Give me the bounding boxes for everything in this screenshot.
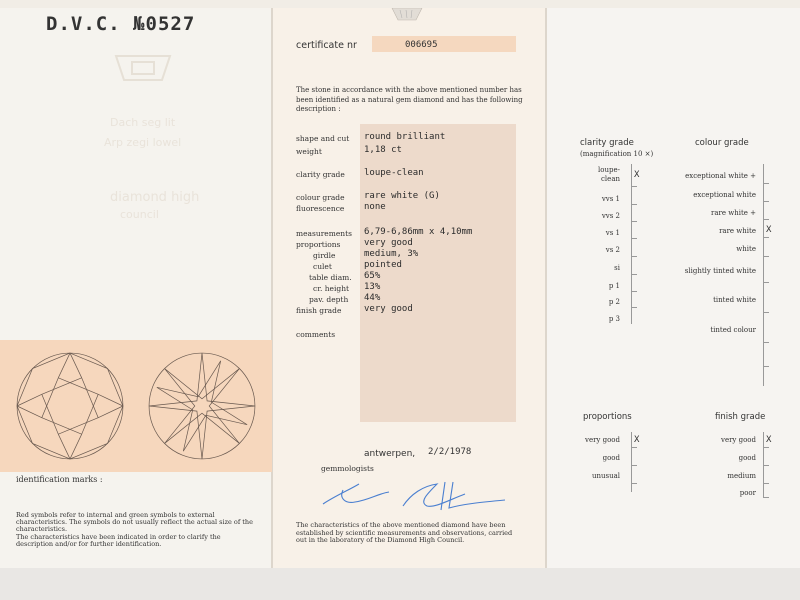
crown-label: cr. height [313,284,350,293]
measurements-label: measurements [296,229,352,238]
pavilion-value: 44% [364,293,381,303]
clarity-item-vs1: vs 1 [605,229,620,237]
colour-tick [763,219,769,220]
colour-mark: X [766,225,772,235]
certificate-number: 006695 [405,40,438,50]
place-label: antwerpen, [364,449,416,459]
clarity-tick [631,307,637,308]
finish-item-medium: medium [727,472,756,480]
proportions-item-unusual: unusual [591,472,620,480]
proportions-mark: X [634,435,640,445]
proportions-value: very good [364,238,413,248]
finish-mark: X [766,435,772,445]
girdle-label: girdle [313,251,336,260]
finish-label: finish grade [296,306,342,315]
colour-item-exceptional-white: exceptional white [693,191,756,199]
hologram-seal-icon [390,8,424,22]
colour-label: colour grade [296,193,345,202]
emboss-text-1: Dach seg lit [110,116,176,129]
diamond-crown-diagram-icon [14,350,126,462]
clarity-tick [631,204,637,205]
girdle-value: medium, 3% [364,249,419,259]
note-characteristics: The characteristics have been indicated in order to clarify the description and/or for further identification. [16,533,221,548]
clarity-scale-line [631,164,632,324]
emboss-text-4: council [120,208,159,221]
fold-line-right [545,8,547,568]
clarity-item-clean: clean [601,175,620,183]
colour-item-exceptional-white-plus: exceptional white + [685,172,756,180]
gemmologist-signatures [315,476,515,520]
clarity-item-si: si [614,264,620,272]
certificate-number-box [372,36,516,52]
colour-item-tinted-white: tinted white [713,296,756,304]
proportions-tick [631,483,637,484]
colour-item-slightly-tinted-white: slightly tinted white [684,267,756,275]
pavilion-label: pav. depth [309,295,349,304]
weight-value: 1,18 ct [364,145,402,155]
comments-label: comments [296,330,336,339]
proportions-tick [631,465,637,466]
colour-scale-line [763,164,764,386]
clarity-tick [631,274,637,275]
table-value: 65% [364,271,381,281]
clarity-magnification: (magnification 10 ×) [580,150,654,158]
culet-label: culet [313,262,332,271]
clarity-tick [631,238,637,239]
clarity-item-vs2: vs 2 [605,246,620,254]
emboss-text-3: diamond high [110,190,200,205]
note-symbols: Red symbols refer to internal and green symbols to external characteristics. The symbols do not usually reflect the actual size of the characteristics. [16,511,253,533]
clarity-item-p3: p 3 [608,315,620,323]
finish-item-very-good: very good [720,436,756,444]
colour-tick [763,312,769,313]
serial-stamp: D.V.C. №0527 [46,13,196,35]
proportions-item-good: good [602,454,620,462]
clarity-tick [631,256,637,257]
colour-tick [763,282,769,283]
finish-tick [763,497,769,498]
fluorescence-value: none [364,202,386,212]
finish-item-good: good [738,454,756,462]
proportions-item-very-good: very good [584,436,620,444]
finish-grade-title: finish grade [715,412,766,422]
clarity-item-p1: p 1 [608,282,620,290]
clarity-label: clarity grade [296,170,345,179]
clarity-tick [631,186,637,187]
clarity-mark: X [634,170,640,180]
colour-item-rare-white-plus: rare white + [710,209,756,217]
clarity-tick [631,291,637,292]
weight-label: weight [296,147,322,156]
proportions-tick [631,447,637,448]
colour-tick [763,237,769,238]
shape-label: shape and cut [296,134,350,143]
clarity-value: loupe-clean [364,168,424,178]
clarity-grade-title: clarity grade [580,138,634,148]
emboss-text-2: Arp zegi lowel [104,136,182,149]
fold-line-left [271,8,273,568]
colour-item-rare-white: rare white [719,227,756,235]
table-label: table diam. [309,273,352,282]
left-panel [0,8,272,568]
clarity-tick [631,221,637,222]
fluorescence-label: fluorescence [296,204,345,213]
certificate-number-label: certificate nr [296,40,357,51]
colour-tick [763,342,769,343]
colour-tick [763,366,769,367]
colour-tick [763,256,769,257]
identification-marks-label: identification marks : [16,475,103,484]
clarity-item-loupe: loupe- [598,166,620,174]
clarity-item-p2: p 2 [608,298,620,306]
finish-tick [763,447,769,448]
crown-value: 13% [364,282,381,292]
colour-grade-title: colour grade [695,138,749,148]
colour-item-white: white [736,245,756,253]
intro-text: The stone in accordance with the above mentioned number has been identified as a natural gem diamond and has the following description : [296,86,523,113]
proportions-label: proportions [296,240,341,249]
finish-item-poor: poor [739,489,756,497]
colour-tick [763,201,769,202]
council-note: The characteristics of the above mentioned diamond have been established by scientific measurements and observations, carried out in the laboratory of the Diamond High Council. [296,521,513,544]
colour-tick [763,183,769,184]
issue-date: 2/2/1978 [428,447,472,457]
clarity-item-vvs2: vvs 2 [601,212,620,220]
culet-value: pointed [364,260,402,270]
symbol-notes [16,512,256,549]
clarity-item-vvs1: vvs 1 [601,195,620,203]
hrd-logo-emboss-icon [112,50,174,84]
proportions-title: proportions [583,412,632,422]
colour-item-tinted-colour: tinted colour [710,326,756,334]
finish-tick [763,465,769,466]
scan-background [0,568,800,600]
colour-value: rare white (G) [364,191,440,201]
finish-tick [763,483,769,484]
measurements-value: 6,79-6,86mm x 4,10mm [364,227,473,237]
finish-value: very good [364,304,413,314]
gemmologists-label: gemmologists [321,464,374,473]
right-panel [546,8,800,568]
diamond-pavilion-diagram-icon [146,350,258,462]
shape-value: round brilliant [364,132,446,142]
